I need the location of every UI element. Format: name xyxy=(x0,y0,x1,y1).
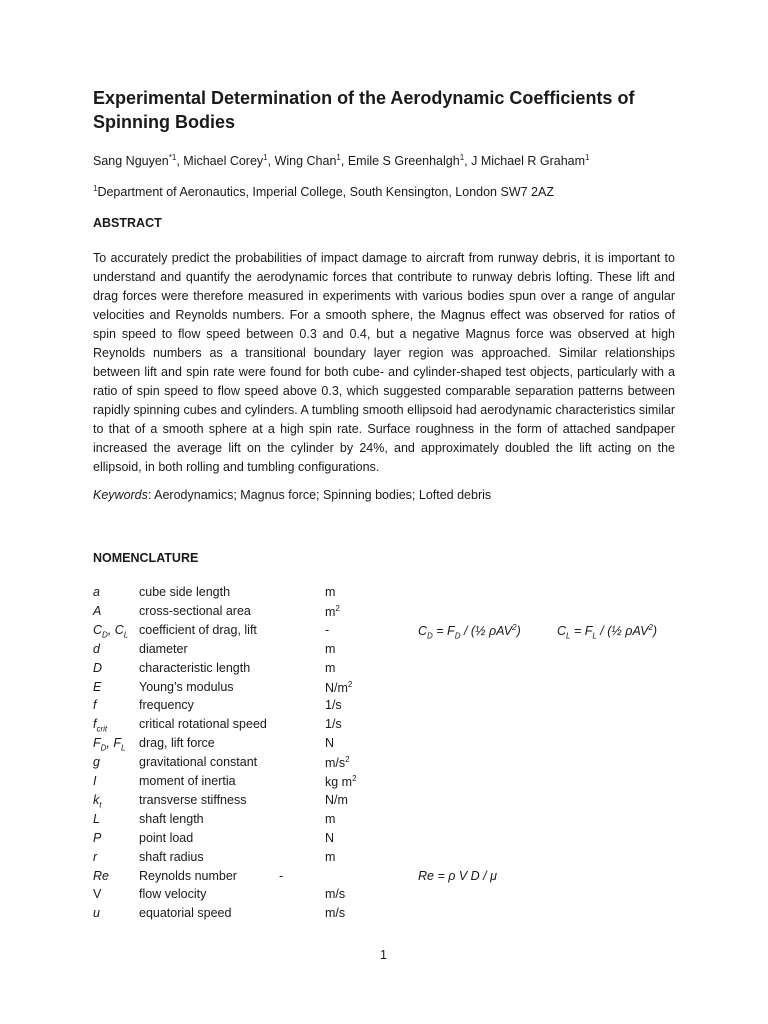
description: equatorial speed xyxy=(139,906,232,921)
symbol: g xyxy=(93,755,100,770)
author-mark: 1 xyxy=(263,153,268,162)
author-name: Wing Chan xyxy=(274,154,337,169)
author-name: Michael Corey xyxy=(183,154,264,169)
symbol: V xyxy=(93,887,102,902)
symbol-subscript: t xyxy=(99,800,102,810)
description: diameter xyxy=(139,641,188,656)
unit: $m^2$ xyxy=(325,603,340,620)
unit: N xyxy=(325,736,335,751)
formula-subscript: L xyxy=(592,631,597,641)
paper-title: Experimental Determination of the Aerodynamic Coefficients of Spinning Bodies xyxy=(93,88,635,132)
formula-subscript: L xyxy=(566,631,571,641)
symbol: r xyxy=(93,849,98,864)
formula-subscript: D xyxy=(427,631,433,641)
symbol: D xyxy=(93,660,103,675)
nomenclature-heading: NOMENCLATURE xyxy=(93,551,199,565)
unit: 1/s xyxy=(325,717,342,732)
description: critical rotational speed xyxy=(139,717,267,732)
symbol: Re xyxy=(93,868,109,883)
description: drag, lift force xyxy=(139,736,215,751)
description: moment of inertia xyxy=(139,774,236,788)
symbol-subscript: L xyxy=(121,743,126,753)
unit: - xyxy=(325,622,330,637)
symbol: f xyxy=(93,698,97,713)
author-name: J Michael R Graham xyxy=(471,154,586,169)
description: coefficient of drag, lift xyxy=(139,622,257,637)
unit: m xyxy=(325,585,336,599)
symbol: $k_t$ xyxy=(93,792,102,810)
unit: $N/m^2$ xyxy=(325,679,353,695)
author-mark: 1 xyxy=(459,153,465,162)
symbol: a xyxy=(93,585,100,599)
unit: kg $m^2$ xyxy=(325,774,357,790)
description: transverse stiffness xyxy=(139,792,247,807)
formula-superscript: 2 xyxy=(512,622,517,632)
unit: $m/s^2$ xyxy=(325,755,350,771)
symbol: E xyxy=(93,679,102,694)
description: cube side length xyxy=(139,585,231,599)
affiliation xyxy=(93,184,554,199)
page-number: 1 xyxy=(380,948,387,962)
unit-superscript: 2 xyxy=(345,755,350,765)
symbol: L xyxy=(93,811,100,826)
formula: Re = ρ V D / μ xyxy=(418,868,497,883)
unit: N/m xyxy=(325,792,348,807)
symbol-subscript: D xyxy=(100,743,107,753)
formula: $C_L = F_L$ / (½ ρAV$^2$) xyxy=(557,622,658,641)
author-list: Sang Nguyen$^{*1}$, Michael Corey$^1$, Wing Chan$^1$, Emile S Greenhalgh$^1$, J Michael R Graham$^1$ xyxy=(93,153,590,169)
description: point load xyxy=(139,830,194,845)
symbol: $F_D$, $F_L$ xyxy=(93,736,126,753)
formula-superscript: 2 xyxy=(648,622,653,632)
description: flow velocity xyxy=(139,887,207,902)
formula-subscript: D xyxy=(454,631,461,641)
description: shaft length xyxy=(139,811,204,826)
author-name: Emile S Greenhalgh xyxy=(347,154,460,169)
author-mark: 1 xyxy=(585,153,590,162)
affiliation-text: Department of Aeronautics, Imperial College, South Kensington, London SW7 2AZ xyxy=(97,185,554,200)
description: gravitational constant xyxy=(139,755,258,770)
unit: - xyxy=(279,868,284,883)
unit: N xyxy=(325,830,335,845)
symbol: $f_{crit}$ xyxy=(93,717,108,734)
description: characteristic length xyxy=(139,660,251,675)
unit: m xyxy=(325,849,336,864)
unit: m xyxy=(325,811,336,826)
author-mark: *1 xyxy=(168,153,177,162)
keywords-label: Keywords xyxy=(93,488,148,502)
symbol: A xyxy=(93,603,102,618)
description: shaft radius xyxy=(139,849,204,864)
description: cross-sectional area xyxy=(139,603,251,618)
unit: m/s xyxy=(325,906,346,921)
symbol: I xyxy=(93,774,97,788)
symbol: d xyxy=(93,641,100,656)
symbol: u xyxy=(93,906,100,921)
symbol-subscript: L xyxy=(123,630,129,640)
unit: m xyxy=(325,641,336,656)
unit: m/s xyxy=(325,887,346,902)
symbol: $C_D$, $C_L$ xyxy=(93,622,129,640)
unit: 1/s xyxy=(325,698,342,713)
unit-superscript: 2 xyxy=(347,679,353,689)
description: frequency xyxy=(139,698,194,713)
unit: m xyxy=(325,660,336,675)
description: Reynolds number xyxy=(139,868,237,883)
symbol-subscript: D xyxy=(102,630,108,640)
unit-superscript: 2 xyxy=(352,774,357,783)
author-mark: 1 xyxy=(336,153,341,162)
affiliation-mark: 1 xyxy=(93,184,98,193)
symbol-subscript: crit xyxy=(96,724,108,734)
formula: $C_D = F_D$ / (½ ρAV$^2$) xyxy=(418,622,521,641)
keywords-line xyxy=(93,488,491,502)
author-name: Sang Nguyen xyxy=(93,154,169,169)
unit-superscript: 2 xyxy=(335,603,340,613)
symbol: P xyxy=(93,830,102,845)
keywords-text: : Aerodynamics; Magnus force; Spinning bodies; Lofted debris xyxy=(147,488,492,502)
abstract-heading: ABSTRACT xyxy=(93,216,162,230)
abstract-body: To accurately predict the probabilities of impact damage to aircraft from runway debris, it is important to understand and quantify the aerodynamic forces that contribute to runway debris lofting. These lift and drag forces were therefore measured in experiments with various bodies spun over a range of angular velocities and Reynolds numbers. For a smooth sphere, the Magnus effect was observed for ratios of spin speed to flow speed between 0.3 and 0.4, but a negative Magnus force was observed at high Reynolds numbers as a transitional boundary layer region was approached. Similar relationships between lift and spin rate were found for both cube- and cylinder-shaped test objects, particularly with a ratio of spin speed to flow speed above 0.3, which suggested comparable separation patterns between rapidly spinning cubes and cylinders. A tumbling smooth ellipsoid had aerodynamic characteristics similar to that of a smooth sphere at a high spin rate. Surface roughness in the form of attached sandpaper increased the average lift on the cylinder by 24%, and approximately doubled the lift acting on the ellipsoid, in both rolling and tumbling configurations. xyxy=(93,251,675,474)
description: Young’s modulus xyxy=(139,679,234,694)
